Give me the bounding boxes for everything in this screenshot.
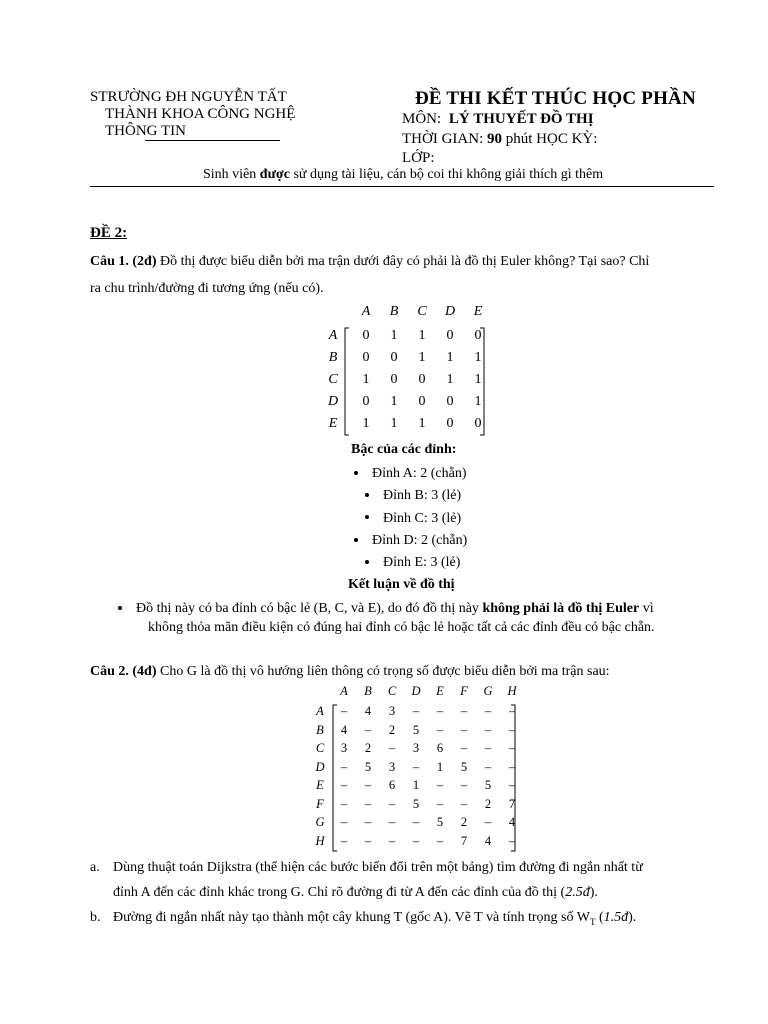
q1-conclusion-line2: không thỏa mãn điều kiện có đúng hai đỉnh có bậc lẻ hoặc tất cả các đỉnh đều có bậc chẵn. xyxy=(148,620,655,635)
matrix-cell: 1 xyxy=(474,350,482,365)
matrix-cell: – xyxy=(340,778,348,792)
degree-text: Đỉnh A: 2 (chẵn) xyxy=(372,466,467,481)
q2-text xyxy=(90,664,610,680)
matrix-cell: 6 xyxy=(436,741,444,755)
matrix-row-label: B xyxy=(316,722,324,737)
matrix-row-label: D xyxy=(315,759,325,774)
matrix-col-label: D xyxy=(411,684,421,698)
matrix-cell: 7 xyxy=(460,833,468,848)
subject-label: MÔN: xyxy=(402,111,442,127)
class-line: LỚP: xyxy=(402,150,435,166)
degree-item xyxy=(365,555,460,571)
matrix-cell: 1 xyxy=(418,350,426,365)
matrix-cell: 0 xyxy=(418,372,426,387)
matrix-cell: 1 xyxy=(446,350,454,365)
matrix-cell: – xyxy=(436,796,444,811)
matrix-cell: 1 xyxy=(436,759,444,774)
matrix-row-label: A xyxy=(328,328,338,343)
matrix-cell: 6 xyxy=(388,778,396,792)
matrix-cell: 1 xyxy=(474,372,482,387)
q2a-score: 2.5đ xyxy=(565,885,590,900)
matrix-cell: – xyxy=(460,722,468,737)
matrix-cell: 2 xyxy=(460,815,468,829)
matrix-cell: – xyxy=(412,704,420,718)
matrix-cell: 0 xyxy=(474,328,482,343)
conclusion-post: vì xyxy=(642,601,654,616)
matrix-row-label: C xyxy=(315,741,325,755)
matrix-cell: 0 xyxy=(362,350,370,365)
degree-text: Đỉnh E: 3 (lẻ) xyxy=(383,555,461,571)
matrix-col-label: E xyxy=(473,304,483,319)
exam-note xyxy=(203,167,603,183)
matrix-cell: 0 xyxy=(390,350,398,365)
conclusion-bold: không phải là đồ thị Euler xyxy=(482,601,640,616)
matrix-cell: – xyxy=(388,833,396,848)
degree-item xyxy=(365,488,461,504)
q1-text-1: Đồ thị được biểu diễn bởi ma trận dưới đây có phải là đồ thị Euler không? Tại sao? Chỉ xyxy=(160,254,650,269)
q1-label: Câu 1. (2đ) xyxy=(90,254,157,269)
matrix-cell: 2 xyxy=(484,796,492,811)
matrix-cell: 4 xyxy=(340,722,348,737)
matrix-row-label: E xyxy=(328,416,338,431)
q2a-line2-post: ). xyxy=(589,885,598,900)
matrix-cell: – xyxy=(388,741,396,755)
matrix-col-label: A xyxy=(361,304,371,319)
matrix-cell: – xyxy=(484,815,492,829)
matrix-cell: – xyxy=(436,833,444,848)
matrix-cell: 4 xyxy=(364,704,372,718)
matrix-row-label: E xyxy=(316,778,324,792)
q1-conclusion-title: Kết luận về đồ thị xyxy=(348,577,455,592)
q2b-subscript: T xyxy=(589,916,596,927)
matrix-cell: 1 xyxy=(362,416,370,431)
matrix-cell: – xyxy=(508,722,516,737)
matrix-cell: 1 xyxy=(474,394,482,409)
q1-text-line1 xyxy=(90,254,649,270)
matrix-cell: 1 xyxy=(412,778,420,792)
matrix-cell: 0 xyxy=(474,416,482,431)
degree-text: Đỉnh C: 3 (lẻ) xyxy=(383,510,462,526)
matrix-cell: 5 xyxy=(436,815,444,829)
matrix-cell: – xyxy=(484,759,492,774)
matrix-cell: 4 xyxy=(484,833,492,848)
matrix-cell: 3 xyxy=(388,704,396,718)
matrix-cell: – xyxy=(364,796,372,811)
matrix-cell: – xyxy=(436,704,444,718)
matrix-cell: 1 xyxy=(418,328,426,343)
school-underline xyxy=(145,140,280,141)
bullet-icon xyxy=(365,493,369,497)
q2a-line2 xyxy=(113,885,598,901)
matrix-col-label: D xyxy=(444,304,456,319)
q2a-line1: Dùng thuật toán Dijkstra (thể hiện các bước biến đổi trên một bảng) tìm đường đi ngắn nhất từ xyxy=(113,860,643,875)
matrix-cell: – xyxy=(508,759,516,774)
q1-conclusion-line1 xyxy=(118,601,654,617)
bullet-icon xyxy=(118,606,122,610)
time-value: 90 xyxy=(486,131,502,147)
bullet-icon xyxy=(365,560,369,564)
matrix-cell: 7 xyxy=(508,796,516,811)
matrix-cell: – xyxy=(508,833,516,848)
degree-text: Đỉnh D: 2 (chẵn) xyxy=(372,532,468,548)
school-name-line2: THÀNH KHOA CÔNG NGHỆ xyxy=(105,106,296,122)
matrix-cell: 5 xyxy=(412,796,420,811)
matrix-cell: – xyxy=(436,722,444,737)
note-pre: Sinh viên xyxy=(203,167,257,182)
degree-item xyxy=(365,511,461,527)
matrix-row-label: A xyxy=(316,704,324,718)
matrix-row-label: H xyxy=(315,833,325,848)
matrix-row-label: B xyxy=(328,350,338,365)
matrix-cell: 1 xyxy=(362,372,370,387)
matrix-cell: 0 xyxy=(362,394,370,409)
conclusion-pre: Đồ thị này có ba đỉnh có bậc lẻ (B, C, và E), do đó đồ thị này xyxy=(136,601,479,616)
matrix-cell: 5 xyxy=(484,778,492,792)
matrix-cell: – xyxy=(484,741,492,755)
matrix-col-label: C xyxy=(417,304,427,319)
matrix-cell: – xyxy=(364,778,372,792)
matrix-col-label: B xyxy=(364,684,372,698)
header-divider xyxy=(90,186,714,187)
school-name-line3: THÔNG TIN xyxy=(105,123,186,139)
q1-text-line2: ra chu trình/đường đi tương ứng (nếu có). xyxy=(90,281,324,296)
matrix-cell: – xyxy=(388,796,396,811)
time-rest: phút HỌC KỲ: xyxy=(505,131,598,147)
matrix-col-label: B xyxy=(389,304,399,319)
matrix-cell: 0 xyxy=(446,416,454,431)
q2b-score: 1.5đ xyxy=(603,910,629,925)
exam-title: ĐỀ THI KẾT THÚC HỌC PHẦN xyxy=(415,88,696,109)
q2-weight-matrix xyxy=(312,684,524,854)
matrix-cell: 2 xyxy=(388,722,396,737)
q2a-line2-pre: đỉnh A đến các đỉnh khác trong G. Chỉ rõ đường đi từ A đến các đỉnh của đồ thị ( xyxy=(113,885,566,900)
matrix-col-label: F xyxy=(460,684,468,698)
matrix-cell: – xyxy=(436,778,444,792)
matrix-cell: – xyxy=(340,833,348,848)
school-name-line1: STRƯỜNG ĐH NGUYỄN TẤT xyxy=(90,89,287,105)
bullet-icon xyxy=(365,515,369,519)
matrix-cell: – xyxy=(340,759,348,774)
matrix-cell: – xyxy=(412,833,420,848)
matrix-cell: – xyxy=(388,815,396,829)
matrix-cell: 1 xyxy=(390,328,398,343)
matrix-cell: 0 xyxy=(446,394,454,409)
matrix-cell: 0 xyxy=(362,328,370,343)
matrix-cell: 3 xyxy=(388,759,396,774)
q1-degree-title: Bậc của các đỉnh: xyxy=(351,442,457,457)
matrix-cell: – xyxy=(364,722,372,737)
matrix-cell: 1 xyxy=(390,416,398,431)
matrix-cell: – xyxy=(364,815,372,829)
degree-text: Đỉnh B: 3 (lẻ) xyxy=(383,488,462,504)
matrix-cell: – xyxy=(460,778,468,792)
q2-text-body: Cho G là đồ thị vô hướng liên thông có trọng số được biểu diễn bởi ma trận sau: xyxy=(160,664,610,679)
matrix-cell: – xyxy=(412,815,420,829)
degree-item xyxy=(354,466,466,482)
degree-item xyxy=(354,533,467,549)
note-bold: được xyxy=(259,167,290,182)
matrix-cell: 0 xyxy=(418,394,426,409)
time-label: THỜI GIAN: xyxy=(402,131,484,147)
matrix-col-label: C xyxy=(387,684,397,698)
q1-adjacency-matrix xyxy=(325,304,495,438)
matrix-cell: 0 xyxy=(446,328,454,343)
matrix-cell: – xyxy=(340,704,348,718)
matrix-row-label: G xyxy=(315,815,325,829)
matrix-row-label: F xyxy=(316,796,324,811)
matrix-cell: – xyxy=(460,741,468,755)
q2b-line xyxy=(113,910,636,927)
matrix-col-label: G xyxy=(483,684,493,698)
matrix-cell: 3 xyxy=(340,741,348,755)
matrix-cell: 5 xyxy=(364,759,372,774)
subject-line xyxy=(402,111,594,128)
matrix-cell: 3 xyxy=(412,741,420,755)
time-line xyxy=(402,131,597,148)
note-post: sử dụng tài liệu, cán bộ coi thi không giải thích gì thêm xyxy=(293,167,604,182)
section-title: ĐỀ 2: xyxy=(90,225,128,241)
matrix-col-label: E xyxy=(436,684,444,698)
matrix-cell: 1 xyxy=(446,372,454,387)
matrix-cell: – xyxy=(460,704,468,718)
matrix-cell: 2 xyxy=(364,741,372,755)
matrix-cell: 1 xyxy=(390,394,398,409)
bullet-icon xyxy=(354,471,358,475)
matrix-row-label: D xyxy=(327,394,339,409)
bullet-icon xyxy=(354,538,358,542)
matrix-cell: – xyxy=(412,759,420,774)
q2-label: Câu 2. (4đ) xyxy=(90,664,157,679)
matrix-cell: 1 xyxy=(418,416,426,431)
q2a-marker: a. xyxy=(90,860,100,875)
matrix-cell: 4 xyxy=(508,815,516,829)
matrix-cell: – xyxy=(340,796,348,811)
matrix-cell: 0 xyxy=(390,372,398,387)
q2b-marker: b. xyxy=(90,910,101,925)
matrix-col-label: H xyxy=(507,684,517,698)
subject-value: LÝ THUYẾT ĐỒ THỊ xyxy=(448,111,594,127)
matrix-cell: – xyxy=(364,833,372,848)
matrix-row-label: C xyxy=(328,372,338,387)
q2b-post: ). xyxy=(628,910,637,925)
matrix-col-label: A xyxy=(340,684,348,698)
matrix-cell: – xyxy=(484,722,492,737)
matrix-cell: 5 xyxy=(412,722,420,737)
q2b-mid: ( xyxy=(595,910,604,925)
matrix-cell: – xyxy=(484,704,492,718)
matrix-cell: 5 xyxy=(460,759,468,774)
matrix-cell: – xyxy=(460,796,468,811)
q2b-pre: Đường đi ngắn nhất này tạo thành một cây khung T (gốc A). Vẽ T và tính trọng số W xyxy=(113,910,590,925)
matrix-cell: – xyxy=(508,741,516,755)
matrix-cell: – xyxy=(508,704,516,718)
matrix-cell: – xyxy=(340,815,348,829)
matrix-cell: – xyxy=(508,778,516,792)
